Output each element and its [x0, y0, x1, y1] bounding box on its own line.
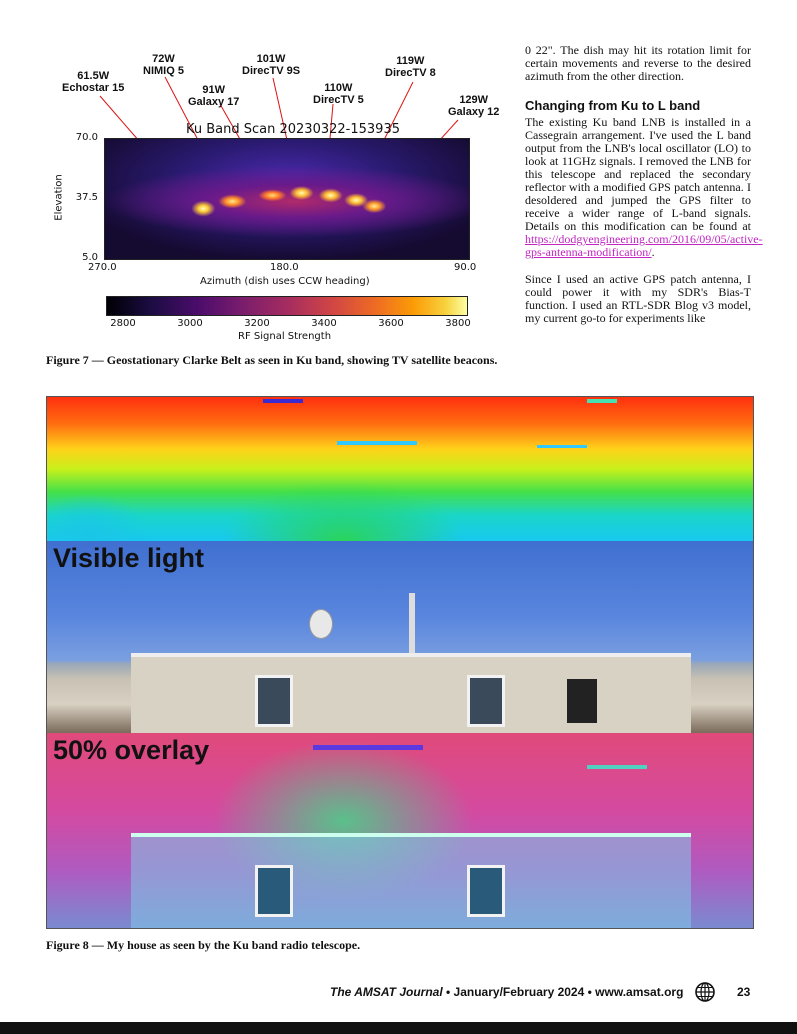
sat-label-101w: 101W DirecTV 9S [242, 53, 301, 77]
paragraph-lnb-text: The existing Ku band LNB is installed in a Cassegrain arrangement. I've used the L band output from the LNB's local oscillator (LO) to look at 11GHz signals. I removed the LNB for this telescope and replaced the secondary reflector with a modified GPS patch antenna. I desoldered and jumped the GPS filter to receive a wider range of L-band signals. Details on this modification can be found at [525, 115, 751, 233]
overlay-artifact [313, 745, 423, 750]
footer-issue: • January/February 2024 • www.amsat.org [442, 985, 684, 999]
house-window-overlay [255, 865, 293, 917]
amsat-globe-icon [695, 982, 715, 1002]
bottom-rule [0, 1022, 797, 1034]
house-window [467, 675, 505, 727]
y-tick: 70.0 [75, 132, 98, 143]
x-axis-label: Azimuth (dish uses CCW heading) [200, 276, 370, 287]
section-heading: Changing from Ku to L band [525, 98, 701, 113]
sat-label-119w: 119W DirecTV 8 [385, 55, 436, 79]
telescope-mount [567, 679, 597, 723]
colorbar-tick: 3200 [244, 318, 270, 329]
y-axis-label: Elevation [53, 174, 65, 221]
colorbar-label: RF Signal Strength [238, 331, 332, 342]
house-overlay [131, 833, 691, 929]
figure-8 [46, 396, 754, 929]
satellite-dish [309, 609, 333, 639]
footer-text [330, 985, 683, 999]
ku-scan-heatmap [104, 138, 470, 260]
sat-label-72w: 72W NIMIQ 5 [143, 53, 184, 77]
house-window [255, 675, 293, 727]
x-tick: 180.0 [270, 262, 299, 273]
overlay-artifact [587, 765, 647, 769]
colorbar-tick: 3800 [445, 318, 471, 329]
plot-title: Ku Band Scan 20230322-153935 [186, 122, 400, 137]
sat-label-91w: 91W Galaxy 17 [188, 84, 240, 108]
colorbar-tick: 3000 [177, 318, 203, 329]
heatmap-artifact [537, 445, 587, 448]
heatmap-artifact [587, 399, 617, 403]
sat-label-129w: 129W Galaxy 12 [448, 94, 500, 118]
overlay-label: 50% overlay [53, 735, 210, 765]
heatmap-artifact [337, 441, 417, 445]
right-column [525, 43, 763, 325]
paragraph-lnb-end: . [651, 245, 655, 259]
colorbar-tick: 2800 [110, 318, 136, 329]
colorbar-tick: 3400 [311, 318, 337, 329]
colorbar-tick: 3600 [378, 318, 404, 329]
y-tick: 37.5 [75, 192, 98, 203]
y-tick: 5.0 [82, 252, 98, 263]
heatmap-artifact [263, 399, 303, 403]
colorbar [106, 296, 468, 316]
overlay-image [47, 733, 753, 928]
house [131, 653, 691, 737]
paragraph-lnb [525, 115, 763, 259]
x-tick: 90.0 [454, 262, 477, 273]
paragraph-bias-t: Since I used an active GPS patch antenna, I could power it with my SDR's Bias-T function. I used an RTL-SDR Blog v3 model, my current go-to for experiments like [525, 272, 751, 325]
page-number: 23 [737, 985, 751, 999]
visible-light-photo [47, 541, 753, 733]
figure-7 [48, 40, 518, 350]
sat-label-61-5w: 61.5W Echostar 15 [62, 70, 125, 94]
figure-7-caption: Figure 7 — Geostationary Clarke Belt as seen in Ku band, showing TV satellite beacons. [46, 353, 498, 367]
page-footer [330, 984, 750, 1002]
sat-label-110w: 110W DirecTV 5 [313, 82, 364, 106]
house-window-overlay [467, 865, 505, 917]
x-tick: 270.0 [88, 262, 117, 273]
ku-band-heatmap [47, 397, 753, 541]
paragraph-continued: 0 22". The dish may hit its rotation limit for certain movements and reverse to the desired azimuth from the other direction. [525, 43, 751, 83]
antenna-mast [409, 593, 415, 653]
journal-name: The AMSAT Journal [330, 985, 443, 999]
visible-light-label: Visible light [53, 543, 205, 573]
modification-link[interactable]: https://dodgyengineering.com/2016/09/05/active-gps-antenna-modification/ [525, 232, 763, 259]
figure-8-caption: Figure 8 — My house as seen by the Ku band radio telescope. [46, 938, 361, 952]
